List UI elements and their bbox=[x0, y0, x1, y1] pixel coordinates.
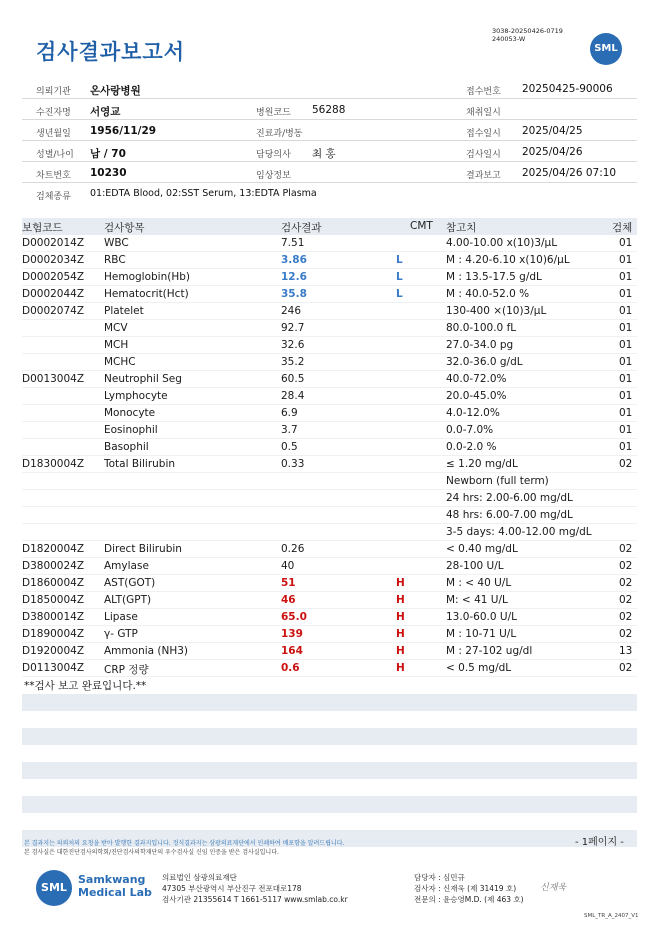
cell-flag: H bbox=[396, 628, 405, 640]
cell-specimen: 02 bbox=[619, 611, 633, 623]
cell-reference: M : < 40 U/L bbox=[446, 577, 512, 589]
cell-reference: 0.0-7.0% bbox=[446, 424, 494, 436]
table-row bbox=[22, 439, 637, 456]
table-row bbox=[22, 337, 637, 354]
info-row bbox=[22, 99, 637, 120]
table-header bbox=[22, 218, 637, 235]
org-line1: 의료법인 삼광의료재단 bbox=[162, 873, 237, 882]
cell-flag: L bbox=[396, 271, 403, 283]
cell-reference: 20.0-45.0% bbox=[446, 390, 507, 402]
blank-row-stripe bbox=[22, 728, 637, 745]
cell-item: Hematocrit(Hct) bbox=[104, 288, 189, 300]
cell-item: Lymphocyte bbox=[104, 390, 168, 402]
table-row bbox=[22, 541, 637, 558]
cell-item: Neutrophil Seg bbox=[104, 373, 182, 385]
logo-text bbox=[78, 873, 152, 899]
staff-info bbox=[414, 872, 524, 905]
cell-specimen: 13 bbox=[619, 645, 633, 657]
cell-item: ALT(GPT) bbox=[104, 594, 152, 606]
cell-code: D1830004Z bbox=[22, 458, 85, 470]
staff-line2: 검사자 : 신재욱 (제 31419 호) bbox=[414, 884, 517, 893]
cell-code: D0002034Z bbox=[22, 254, 85, 266]
cell-reference: ≤ 1.20 mg/dL bbox=[446, 458, 518, 470]
cell-reference: M : 4.20-6.10 x(10)6/μL bbox=[446, 254, 570, 266]
cell-item: Direct Bilirubin bbox=[104, 543, 182, 555]
receipt-no-value: 20250425-90006 bbox=[522, 83, 613, 95]
cell-item: γ- GTP bbox=[104, 628, 138, 640]
cell-code: D3800024Z bbox=[22, 560, 85, 572]
cell-reference: 80.0-100.0 fL bbox=[446, 322, 517, 334]
cell-code: D0002074Z bbox=[22, 305, 85, 317]
patient-value: 서영교 bbox=[90, 106, 121, 118]
document-id-line1: 3038-20250426-0719 bbox=[492, 27, 563, 35]
cell-code: D0002014Z bbox=[22, 237, 85, 249]
table-row bbox=[22, 388, 637, 405]
cell-reference: < 0.40 mg/dL bbox=[446, 543, 518, 555]
cell-reference: 4.0-12.0% bbox=[446, 407, 500, 419]
cell-specimen: 01 bbox=[619, 305, 633, 317]
cell-specimen: 01 bbox=[619, 254, 633, 266]
receipt-date-label: 접수일시 bbox=[466, 129, 501, 139]
patient-info-section bbox=[22, 78, 637, 204]
info-row bbox=[22, 78, 637, 99]
cell-code: D1850004Z bbox=[22, 594, 85, 606]
cell-result: 3.86 bbox=[281, 254, 307, 266]
signature: 신재욱 bbox=[540, 883, 567, 893]
header-cmt: CMT bbox=[410, 220, 433, 232]
cell-specimen: 01 bbox=[619, 288, 633, 300]
org-line2: 47305 부산광역시 부산진구 전포대로178 bbox=[162, 884, 302, 893]
table-body bbox=[22, 235, 637, 677]
cell-specimen: 02 bbox=[619, 594, 633, 606]
info-row bbox=[22, 141, 637, 162]
table-row bbox=[22, 405, 637, 422]
cell-reference: 40.0-72.0% bbox=[446, 373, 507, 385]
cell-specimen: 02 bbox=[619, 662, 633, 674]
cell-result: 40 bbox=[281, 560, 295, 572]
hospital-code-value: 56288 bbox=[312, 104, 346, 116]
cell-specimen: 02 bbox=[619, 458, 633, 470]
report-complete-text: **검사 보고 완료입니다.** bbox=[24, 680, 147, 692]
cell-item: Hemoglobin(Hb) bbox=[104, 271, 191, 283]
cell-code: D1860004Z bbox=[22, 577, 85, 589]
table-row bbox=[22, 575, 637, 592]
cell-specimen: 02 bbox=[619, 577, 633, 589]
cell-flag: H bbox=[396, 611, 405, 623]
specimen-label: 검체종류 bbox=[36, 192, 71, 202]
cell-result: 0.5 bbox=[281, 441, 298, 453]
cell-result: 65.0 bbox=[281, 611, 307, 623]
cell-reference: 13.0-60.0 U/L bbox=[446, 611, 517, 623]
cell-specimen: 01 bbox=[619, 424, 633, 436]
cell-reference: < 0.5 mg/dL bbox=[446, 662, 512, 674]
cell-code: D0002054Z bbox=[22, 271, 85, 283]
table-row bbox=[22, 422, 637, 439]
blank-row-stripe bbox=[22, 762, 637, 779]
header-item: 검사항목 bbox=[104, 222, 145, 234]
cell-result: 0.26 bbox=[281, 543, 305, 555]
cell-item: MCV bbox=[104, 322, 128, 334]
collection-time-label: 채취일시 bbox=[466, 108, 501, 118]
cell-specimen: 01 bbox=[619, 322, 633, 334]
cell-item: Eosinophil bbox=[104, 424, 158, 436]
table-row bbox=[22, 235, 637, 252]
report-date-value: 2025/04/26 07:10 bbox=[522, 167, 617, 179]
cell-reference: 0.0-2.0 % bbox=[446, 441, 497, 453]
cell-code: D0002044Z bbox=[22, 288, 85, 300]
cell-item: AST(GOT) bbox=[104, 577, 156, 589]
cell-reference: 48 hrs: 6.00-7.00 mg/dL bbox=[446, 509, 573, 521]
cell-flag: L bbox=[396, 254, 403, 266]
hospital-code-label: 병원코드 bbox=[256, 108, 291, 118]
cell-item: Platelet bbox=[104, 305, 144, 317]
logo-line2: Medical Lab bbox=[78, 886, 152, 899]
table-row bbox=[22, 456, 637, 473]
dob-label: 생년월일 bbox=[36, 129, 71, 139]
table-row bbox=[22, 609, 637, 626]
cell-item: Monocyte bbox=[104, 407, 156, 419]
results-table bbox=[22, 218, 637, 677]
info-row bbox=[22, 162, 637, 183]
cell-item: RBC bbox=[104, 254, 126, 266]
cell-specimen: 02 bbox=[619, 560, 633, 572]
footer-note bbox=[24, 839, 344, 857]
cell-item: CRP 정량 bbox=[104, 664, 149, 676]
cell-reference: 32.0-36.0 g/dL bbox=[446, 356, 523, 368]
document-id-line2: 240053-W bbox=[492, 35, 526, 43]
cell-result: 7.51 bbox=[281, 237, 305, 249]
cell-reference: 130-400 ×(10)3/μL bbox=[446, 305, 547, 317]
requesting-org-label: 의뢰기관 bbox=[36, 87, 71, 97]
cell-code: D1920004Z bbox=[22, 645, 85, 657]
cell-result: 35.2 bbox=[281, 356, 305, 368]
staff-line3: 전문의 : 윤승영M.D. (제 463 호) bbox=[414, 895, 524, 904]
info-row bbox=[22, 120, 637, 141]
cell-result: 46 bbox=[281, 594, 296, 606]
cell-result: 60.5 bbox=[281, 373, 305, 385]
cell-item: MCHC bbox=[104, 356, 136, 368]
blank-row-stripe bbox=[22, 796, 637, 813]
cell-specimen: 01 bbox=[619, 237, 633, 249]
footer-note-line1: 본 결과지는 의뢰처의 요청을 받아 발행한 결과지입니다. 정식결과지는 삼광의료재단에서 인쇄하여 배포함을 알려드립니다. bbox=[24, 840, 345, 847]
dept-label: 진료과/병동 bbox=[256, 129, 303, 139]
cell-item: MCH bbox=[104, 339, 129, 351]
table-row bbox=[22, 660, 637, 677]
cell-reference: M : 40.0-52.0 % bbox=[446, 288, 530, 300]
staff-line1: 담당자 : 심민규 bbox=[414, 873, 465, 882]
table-row bbox=[22, 269, 637, 286]
cell-item: Amylase bbox=[104, 560, 149, 572]
table-row bbox=[22, 252, 637, 269]
sml-logo-icon: SML bbox=[590, 33, 622, 65]
logo-line1: Samkwang bbox=[78, 873, 146, 886]
document-id bbox=[492, 27, 563, 43]
cell-flag: L bbox=[396, 288, 403, 300]
test-date-label: 검사일시 bbox=[466, 150, 501, 160]
footer-note-line2: 본 검사실은 대한진단검사의학회/진단검사의학재단의 우수검사실 신임 인증을 받은 검사실입니다. bbox=[24, 849, 279, 856]
cell-specimen: 01 bbox=[619, 271, 633, 283]
organization-info bbox=[162, 872, 348, 905]
cell-reference: M : 13.5-17.5 g/dL bbox=[446, 271, 542, 283]
cell-specimen: 02 bbox=[619, 543, 633, 555]
cell-result: 6.9 bbox=[281, 407, 298, 419]
info-row bbox=[22, 183, 637, 204]
cell-reference: M : 10-71 U/L bbox=[446, 628, 517, 640]
cell-flag: H bbox=[396, 577, 405, 589]
sex-age-value: 남 / 70 bbox=[90, 148, 126, 160]
cell-result: 35.8 bbox=[281, 288, 307, 300]
sml-footer-logo-icon: SML bbox=[36, 870, 72, 906]
chart-no-label: 차트번호 bbox=[36, 171, 71, 181]
table-row bbox=[22, 320, 637, 337]
table-row bbox=[22, 524, 637, 541]
cell-specimen: 02 bbox=[619, 628, 633, 640]
table-row bbox=[22, 371, 637, 388]
cell-result: 12.6 bbox=[281, 271, 307, 283]
cell-specimen: 01 bbox=[619, 356, 633, 368]
cell-specimen: 01 bbox=[619, 339, 633, 351]
doctor-value: 최 홍 bbox=[312, 148, 336, 160]
page-number: - 1페이지 - bbox=[575, 837, 624, 848]
receipt-date-value: 2025/04/25 bbox=[522, 125, 583, 137]
cell-result: 246 bbox=[281, 305, 302, 317]
cell-item: Lipase bbox=[104, 611, 138, 623]
requesting-org-value: 온사랑병원 bbox=[90, 85, 141, 97]
table-row bbox=[22, 286, 637, 303]
patient-label: 수진자명 bbox=[36, 108, 71, 118]
report-date-label: 결과보고 bbox=[466, 171, 501, 181]
cell-reference: 27.0-34.0 pg bbox=[446, 339, 514, 351]
cell-result: 0.33 bbox=[281, 458, 305, 470]
blank-row-stripe bbox=[22, 694, 637, 711]
table-row bbox=[22, 490, 637, 507]
table-row bbox=[22, 354, 637, 371]
cell-item: Total Bilirubin bbox=[104, 458, 176, 470]
cell-reference: 28-100 U/L bbox=[446, 560, 504, 572]
cell-flag: H bbox=[396, 594, 405, 606]
table-row bbox=[22, 507, 637, 524]
chart-no-value: 10230 bbox=[90, 167, 127, 179]
cell-reference: 4.00-10.00 x(10)3/μL bbox=[446, 237, 558, 249]
cell-code: D3800014Z bbox=[22, 611, 85, 623]
header-code: 보험코드 bbox=[22, 222, 63, 234]
receipt-no-label: 접수번호 bbox=[466, 87, 501, 97]
cell-item: Basophil bbox=[104, 441, 149, 453]
cell-flag: H bbox=[396, 662, 405, 674]
form-code: SML_TR_A_2407_V1 bbox=[584, 913, 639, 919]
cell-reference: 24 hrs: 2.00-6.00 mg/dL bbox=[446, 492, 573, 504]
specimen-value: 01:EDTA Blood, 02:SST Serum, 13:EDTA Plasma bbox=[90, 188, 317, 199]
header-reference: 참고치 bbox=[446, 222, 477, 234]
cell-result: 3.7 bbox=[281, 424, 298, 436]
cell-reference: M: < 41 U/L bbox=[446, 594, 508, 606]
cell-reference: M : 27-102 ug/dl bbox=[446, 645, 533, 657]
cell-item: Ammonia (NH3) bbox=[104, 645, 189, 657]
cell-code: D1820004Z bbox=[22, 543, 85, 555]
cell-result: 0.6 bbox=[281, 662, 300, 674]
table-row bbox=[22, 643, 637, 660]
page-title: 검사결과보고서 bbox=[36, 40, 186, 64]
cell-code: D1890004Z bbox=[22, 628, 85, 640]
cell-reference: 3-5 days: 4.00-12.00 mg/dL bbox=[446, 526, 592, 538]
table-row bbox=[22, 303, 637, 320]
header-result: 검사결과 bbox=[281, 222, 322, 234]
cell-result: 164 bbox=[281, 645, 303, 657]
cell-result: 92.7 bbox=[281, 322, 305, 334]
cell-specimen: 01 bbox=[619, 373, 633, 385]
cell-code: D0113004Z bbox=[22, 662, 85, 674]
cell-result: 51 bbox=[281, 577, 296, 589]
cell-result: 32.6 bbox=[281, 339, 305, 351]
header-specimen: 검체 bbox=[612, 222, 633, 234]
doctor-label: 담당의사 bbox=[256, 150, 291, 160]
cell-specimen: 01 bbox=[619, 390, 633, 402]
table-row bbox=[22, 473, 637, 490]
cell-result: 139 bbox=[281, 628, 303, 640]
test-date-value: 2025/04/26 bbox=[522, 146, 583, 158]
dob-value: 1956/11/29 bbox=[90, 125, 157, 137]
clinical-info-label: 임상정보 bbox=[256, 171, 291, 181]
table-row bbox=[22, 592, 637, 609]
sex-age-label: 성별/나이 bbox=[36, 150, 74, 160]
table-row bbox=[22, 626, 637, 643]
cell-result: 28.4 bbox=[281, 390, 305, 402]
table-row bbox=[22, 558, 637, 575]
cell-specimen: 01 bbox=[619, 407, 633, 419]
org-line3: 검사기관 21355614 T 1661-5117 www.smlab.co.kr bbox=[162, 895, 348, 904]
cell-reference: Newborn (full term) bbox=[446, 475, 549, 487]
cell-flag: H bbox=[396, 645, 405, 657]
cell-item: WBC bbox=[104, 237, 129, 249]
cell-specimen: 01 bbox=[619, 441, 633, 453]
cell-code: D0013004Z bbox=[22, 373, 85, 385]
